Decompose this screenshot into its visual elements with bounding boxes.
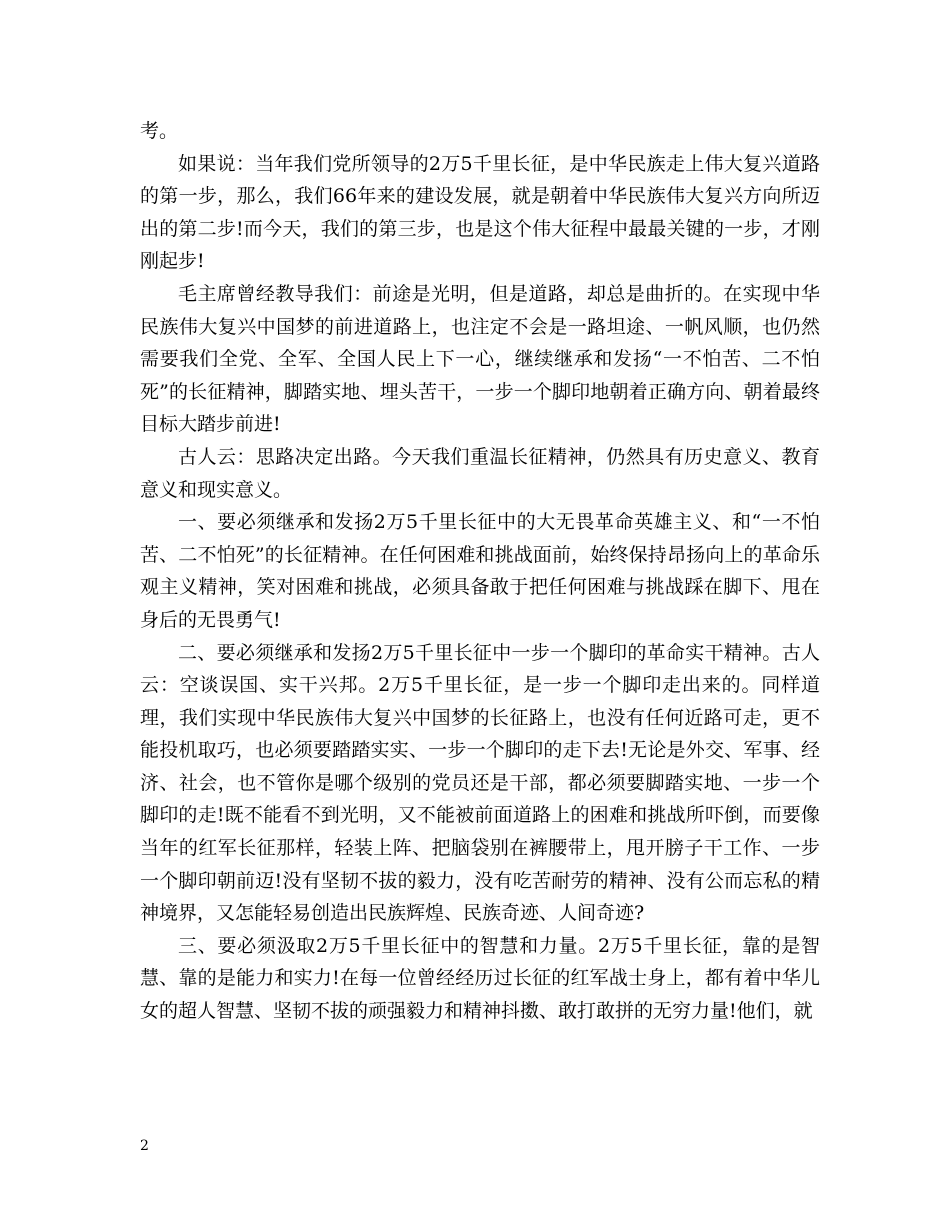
paragraph-ancient-saying: 古人云：思路决定出路。今天我们重温长征精神，仍然具有历史意义、教育意义和现实意义。 bbox=[140, 445, 820, 501]
page-number: 2 bbox=[140, 1138, 149, 1154]
paragraph-point-one: 一、要必须继承和发扬2万5千里长征中的大无畏革命英雄主义、和“一不怕苦、二不怕死”的长征精神。在任何困难和挑战面前，始终保持昂扬向上的革命乐观主义精神，笑对困难和挑战，必须具备敢于把任何困难与挑战踩在脚下、甩在身后的无畏勇气! bbox=[140, 511, 820, 631]
paragraph-long-march-steps: 如果说：当年我们党所领导的2万5千里长征，是中华民族走上伟大复兴道路的第一步，那么，我们66年来的建设发展，就是朝着中华民族伟大复兴方向所迈出的第二步!而今天，我们的第三步，也是这个伟大征程中最最关键的一步，才刚刚起步! bbox=[140, 152, 820, 273]
paragraph-continuation: 考。 bbox=[140, 120, 179, 142]
paragraph-point-three: 三、要必须汲取2万5千里长征中的智慧和力量。2万5千里长征，靠的是智慧、靠的是能力和实力!在每一位曾经经历过长征的红军战士身上，都有着中华儿女的超人智慧、坚韧不拔的顽强毅力和精神抖擞、敢打敢拼的无穷力量!他们，就 bbox=[140, 934, 820, 1023]
document-body bbox=[140, 115, 820, 1028]
paragraph-chairman-mao-teaching: 毛主席曾经教导我们：前途是光明，但是道路，却总是曲折的。在实现中华民族伟大复兴中国梦的前进道路上，也注定不会是一路坦途、一帆风顺，也仍然需要我们全党、全军、全国人民上下一心，继续继承和发扬“一不怕苦、二不怕死”的长征精神，脚踏实地、埋头苦干，一步一个脚印地朝着正确方向、朝着最终目标大踏步前进! bbox=[140, 282, 820, 436]
paragraph-point-two: 二、要必须继承和发扬2万5千里长征中一步一个脚印的革命实干精神。古人云：空谈误国、实干兴邦。2万5千里长征，是一步一个脚印走出来的。同样道理，我们实现中华民族伟大复兴中国梦的长征路上，也没有任何近路可走，更不能投机取巧，也必须要踏踏实实、一步一个脚印的走下去!无论是外交、军事、经济、社会，也不管你是哪个级别的党员还是干部，都必须要脚踏实地、一步一个脚印的走!既不能看不到光明，又不能被前面道路上的困难和挑战所吓倒，而要像当年的红军长征那样，轻装上阵、把脑袋别在裤腰带上，甩开膀子干工作、一步一个脚印朝前迈!没有坚韧不拔的毅力，没有吃苦耐劳的精神、没有公而忘私的精神境界，又怎能轻易创造出民族辉煌、民族奇迹、人间奇迹? bbox=[140, 641, 820, 925]
